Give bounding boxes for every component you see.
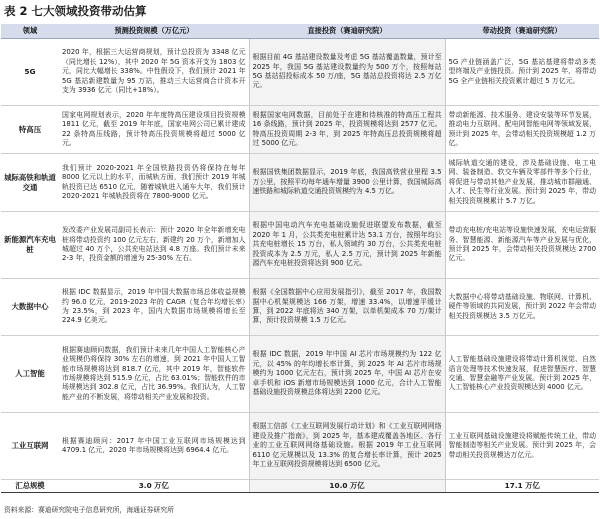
row-category: 人工智能	[1, 336, 59, 413]
header-direct: 直接投资（赛迪研究院）	[249, 24, 445, 39]
row-direct	[249, 154, 445, 212]
row-driven	[445, 106, 599, 154]
total-forecast: 3.0 万亿	[59, 480, 249, 493]
row-category: 新能源汽车充电桩	[1, 212, 59, 279]
investment-table	[1, 24, 599, 493]
row-category: 5G	[1, 39, 59, 106]
row-direct-text: 根据国铁集团数据显示，2019 年底，我国高铁营业里程 3.5 万公里，按照平均每年通车增量 3900 公里计算，我国城际高速铁路和城际轨道交通投资规模约为 4.5 万亿。	[252, 168, 442, 196]
row-driven-text: 城际轨道交通的建设，涉及基础设施、电工电网、装备制造、软交车辆及零部件等多个行业，将促进与带动其他产业发展，推动城市群融通、人才、民生等行业发展。预计到 2025 年，带动相关投资规模累计 5.7 万亿。	[448, 158, 596, 205]
row-driven	[445, 413, 599, 480]
total-driven: 17.1 万亿	[445, 480, 599, 493]
source-note: 资料来源：赛迪研究院电子信息研究所，海通证券研究所	[4, 506, 174, 514]
row-driven	[445, 279, 599, 336]
row-category: 城际高铁和轨道交通	[1, 154, 59, 212]
row-direct-text: 根据《全国数据中心应用发展指引》，截至 2017 年，我国数据中心机架规模达 166 万架，增速 33.4%，以增速平缓计算，到 2022 年底将达 340 万架，以单机架成本 70 万/架计算，预计投资规模 1.5 万亿元。	[252, 288, 442, 325]
table-row	[1, 413, 599, 480]
table-row	[1, 106, 599, 154]
row-direct	[249, 212, 445, 279]
row-forecast	[59, 336, 249, 413]
header-driven: 带动投资（赛迪研究院）	[445, 24, 599, 39]
table-row	[1, 279, 599, 336]
row-forecast-text: 发改委产业发展司副司长表示：预计 2020 年全年新增充电桩将带动投资约 100 亿元左右，新建约 20 万个，新增加人城超过 40 万个，公共充电站达到 4.8 万座。我们预计未来 2-3 年，投资金额的增速为 25-30% 左右。	[62, 226, 246, 263]
row-direct	[249, 279, 445, 336]
row-driven-text: 5G 产业链涵盖广泛，5G 基站基建将带动多类型终端及产业链投资。预计到 2025 年，将带动 5G 全产业链相关投资累计超过 5 万亿元。	[448, 57, 596, 85]
header-category: 领域	[1, 24, 59, 39]
row-driven	[445, 154, 599, 212]
row-forecast-text: 根据赛迪顾问数据，我们预计未来几年中国人工智能核心产业规模仍将保持 30% 左右的增速，到 2021 年中国人工智能市场规模将达到 818.7 亿元，其中 2019 年，智能软件市场规模将达到 515.9 亿元，占比 63.01%；智能软件的市场规模达到 302.8 亿元，占比 36.99%。我们认为，人工智能产业的不断发展，将带动相关产业发展和投资。	[62, 345, 246, 401]
table-row	[1, 154, 599, 212]
row-direct-text: 根据工信部《工业互联网发展行动计划》和《工业互联网网络建设及推广指南》，到 2025 年，基本建成覆盖各地区、各行业的工业互联网网络基础设施。根据 2019 年工业互联网 6110 亿元规模以及 13.3% 的复合增长率计算，预计 2025 年工业互联网投资规模将达到 6500 亿元。	[252, 422, 442, 469]
row-direct	[249, 106, 445, 154]
table-title: 表 2 七大领域投资带动估算	[4, 4, 147, 18]
row-forecast	[59, 39, 249, 106]
table-row	[1, 336, 599, 413]
table-header-row	[1, 24, 599, 39]
table-row	[1, 212, 599, 279]
row-driven-text: 带动充电桩/充电站等设施快速发展，充电运营服务、智慧能源、新能源汽车等产业发展与优化，预计到 2025 年，会带动相关投资规模达 2700 亿元。	[448, 226, 596, 263]
header-forecast: 预测投资规模（万亿元）	[59, 24, 249, 39]
row-driven	[445, 212, 599, 279]
row-category: 工业互联网	[1, 413, 59, 480]
row-forecast-text: 2020 年，根据三大运营商规划，预计总投资为 3348 亿元（同比增长 12%），其中 2020 年 5G 资本开支为 1803 亿元，同比大幅增长 338%。中性假设下，我们预计 2021 年 5G 基站新建数量为 95 万站，推动三大运营商合计资本开支为 3936 亿元（同比+18%）。	[62, 48, 246, 95]
table-row	[1, 39, 599, 106]
row-driven	[445, 39, 599, 106]
row-driven-text: 人工智能基础设施建设将带动计算机视觉、自然语言处理等技术快速发展，促进智慧医疗、智慧交通、智慧金融等产业发展。预计到 2025 年，人工智能核心产业投资规模达到 4000 亿元。	[448, 355, 596, 392]
row-direct	[249, 39, 445, 106]
row-direct	[249, 413, 445, 480]
row-forecast	[59, 413, 249, 480]
row-forecast-text: 国家电网规划表示，2020 年年度特高压建设项目投资规模 1811 亿元，截至 2019 年年底，国家电网公司已累计建成 22 条特高压线路，预计特高压投资规模将超过 5000 亿元。	[62, 110, 246, 147]
row-driven-text: 大数据中心将带动基础设施、物联网、计算机、硬件等领域的共同发展，预计到 2022 年会带动相关投资规模达 3.5 万亿元。	[448, 292, 596, 320]
row-direct-text: 根据中国电动汽车充电基础设施促进联盟发布数据，截至 2020 年 1 月，公共类充电桩累计达 53.1 万台，按照年均公共充电桩增长 15 万台，私人领域约 30 万台，公共类充电桩投资成本为 2.5 万元，私人 2.5 万元，预计到 2025 年新能源汽车充电桩投资将达到 900 亿元。	[252, 221, 442, 268]
row-forecast-text: 根据赛迪顾问：2017 年中国工业互联网市场规模达到 4709.1 亿元，2020 年市场规模将达到 6964.4 亿元。	[62, 436, 246, 454]
total-label: 汇总规模	[1, 480, 59, 493]
row-category: 特高压	[1, 106, 59, 154]
row-direct-text: 根据目前 4G 基站建设数量及考虑 5G 基站覆盖数量，预计至 2025 年，我国 5G 基站建设数量约为 500 万个，按照每站 5G 基站招投标成本 50 万/座，5G 基站总投资将达 2.5 万亿元。	[252, 53, 442, 90]
row-driven	[445, 336, 599, 413]
row-direct-text: 根据 IDC 数据，2019 年中国 AI 芯片市场规模约为 122 亿元，以 45% 的年均增长率计算，到 2025 年 AI 芯片市场规模约为 1000 亿元左右，预计到 2025 年，中国 AI 芯片在安卓手机和 iOS 新增市场规模达到 1000 亿元，合计人工智能基础设施投资规模总体将达到 2200 亿元。	[252, 350, 442, 397]
row-forecast	[59, 106, 249, 154]
row-category: 大数据中心	[1, 279, 59, 336]
total-row	[1, 480, 599, 493]
row-forecast	[59, 279, 249, 336]
row-forecast	[59, 154, 249, 212]
row-driven-text: 带动新能源、技术服务、建设安装等环节发展，推动电力互联网、配电网智能电网等领域发展，预计到 2025 年，会带动相关投资规模超 1.2 万亿。	[448, 110, 597, 147]
row-driven-text: 工业互联网基础设施建设将赋能传统工业，带动智能制造等相关产业发展。预计到 2025 年，会带动相关投资规模达万亿元。	[448, 431, 596, 459]
row-direct-text: 根据国家电网数据，目前处于在建和待核准的特高压工程共 16 条线路，预计到 2025 年，投资规模将达到 2577 亿元。特高压投资周期 2-3 年，到 2025 年特高压总投资规模将超过 5000 亿元。	[252, 110, 442, 147]
row-direct	[249, 336, 445, 413]
total-direct: 10.0 万亿	[249, 480, 445, 493]
row-forecast	[59, 212, 249, 279]
row-forecast-text: 我们预计 2020-2021 年全国铁路投资仍将保持在每年 8000 亿元以上的水平，而城轨方面，我们预计 2019 年城轨投资已达 6510 亿元，随着城轨进入通车大年，我们预计 2020-2021 年城轨投资将在 7800-9000 亿元。	[62, 163, 246, 200]
row-forecast-text: 根据 IDC 数据显示，2019 年中国大数据市场总体收益规模约 96.0 亿元，2019-2023 年的 CAGR（复合年均增长率）为 23.5%，到 2023 年，国内大数据市场规模将增长至 224.9 亿美元。	[62, 288, 246, 325]
